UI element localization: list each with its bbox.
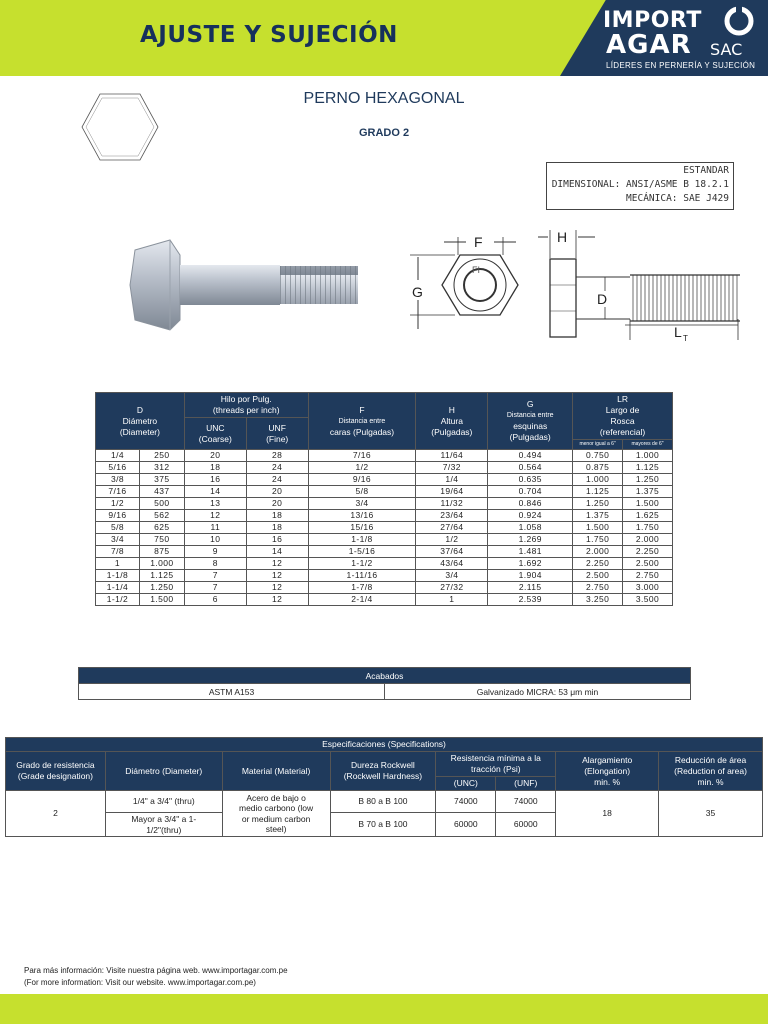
table-cell: 1.000 — [139, 558, 184, 570]
table-cell: 3/4 — [96, 534, 140, 546]
table-cell: 19/64 — [416, 486, 488, 498]
logo-line2: AGAR — [606, 30, 692, 60]
table-cell: 1.000 — [623, 450, 673, 462]
table-row — [96, 450, 673, 462]
table-cell: 1.250 — [573, 498, 623, 510]
table-cell: 13 — [184, 498, 246, 510]
table-cell: 1/4 — [96, 450, 140, 462]
table-row — [96, 558, 673, 570]
table-cell: 12 — [246, 570, 308, 582]
specs-header-unf: (UNF) — [496, 777, 556, 791]
specs-hardness-1: B 80 a B 100 — [330, 791, 436, 813]
diagram-label-fi: FI — [472, 265, 480, 275]
table-cell: 1.500 — [573, 522, 623, 534]
specs-header: Especificaciones (Specifications) — [6, 738, 763, 752]
table-cell: 500 — [139, 498, 184, 510]
table-cell: 11/64 — [416, 450, 488, 462]
table-cell: 0.704 — [488, 486, 573, 498]
specs-header-grade: Grado de resistencia (Grade designation) — [6, 752, 106, 791]
specs-header-diameter: Diámetro (Diameter) — [105, 752, 222, 791]
table-cell: 1.125 — [139, 570, 184, 582]
table-cell: 9 — [184, 546, 246, 558]
specifications-table — [5, 737, 763, 837]
footer-line1: Para más información: Visite nuestra página web. www.importagar.com.pe — [24, 966, 288, 975]
specs-reduction: 35 — [659, 791, 763, 837]
table-cell: 0.564 — [488, 462, 573, 474]
table-cell: 562 — [139, 510, 184, 522]
table-cell: 10 — [184, 534, 246, 546]
specs-hardness-2: B 70 a B 100 — [330, 813, 436, 837]
diagram-label-d: D — [597, 291, 608, 307]
table-cell: 12 — [184, 510, 246, 522]
table-cell: 375 — [139, 474, 184, 486]
table-cell: 9/16 — [308, 474, 416, 486]
table-cell: 7 — [184, 582, 246, 594]
table-cell: 2-1/4 — [308, 594, 416, 606]
table-cell: 750 — [139, 534, 184, 546]
table-cell: 1-7/8 — [308, 582, 416, 594]
table-row — [96, 510, 673, 522]
header-title: AJUSTE Y SUJECIÓN — [140, 22, 398, 48]
table-cell: 11/32 — [416, 498, 488, 510]
table-cell: 1.904 — [488, 570, 573, 582]
bolt-photo — [125, 235, 365, 335]
diagram-label-h: H — [557, 229, 568, 245]
finishes-header: Acabados — [79, 668, 691, 684]
table-cell: 15/16 — [308, 522, 416, 534]
table-cell: 14 — [184, 486, 246, 498]
table-cell: 1.058 — [488, 522, 573, 534]
table-cell: 1.625 — [623, 510, 673, 522]
table-cell: 3/8 — [96, 474, 140, 486]
table-cell: 1.750 — [623, 522, 673, 534]
table-cell: 1.269 — [488, 534, 573, 546]
specs-unc-2: 60000 — [436, 813, 496, 837]
table-cell: 1/2 — [308, 462, 416, 474]
document-title: PERNO HEXAGONAL — [303, 90, 465, 107]
logo-line1: IMPORT — [603, 8, 702, 33]
table-cell: 0.875 — [573, 462, 623, 474]
specs-header-elongation: Alargamiento (Elongation) min. % — [556, 752, 659, 791]
table-cell: 1-1/2 — [308, 558, 416, 570]
table-cell: 24 — [246, 474, 308, 486]
logo-sac: SAC — [710, 40, 743, 59]
table-cell: 13/16 — [308, 510, 416, 522]
table-cell: 2.539 — [488, 594, 573, 606]
table-cell: 11 — [184, 522, 246, 534]
table-cell: 14 — [246, 546, 308, 558]
header-unf: UNF (Fine) — [246, 418, 308, 450]
table-cell: 1/4 — [416, 474, 488, 486]
table-cell: 6 — [184, 594, 246, 606]
table-cell: 3.000 — [623, 582, 673, 594]
table-cell: 1 — [416, 594, 488, 606]
header-diameter: D Diámetro (Diameter) — [96, 393, 185, 450]
table-row — [96, 594, 673, 606]
table-cell: 20 — [246, 486, 308, 498]
table-cell: 1/2 — [96, 498, 140, 510]
table-cell: 2.500 — [623, 558, 673, 570]
table-cell: 37/64 — [416, 546, 488, 558]
table-cell: 5/8 — [308, 486, 416, 498]
table-cell: 437 — [139, 486, 184, 498]
finishes-standard: ASTM A153 — [79, 684, 385, 700]
header-unc: UNC (Coarse) — [184, 418, 246, 450]
table-cell: 20 — [184, 450, 246, 462]
specs-header-tensile: Resistencia mínima a la tracción (Psi) — [436, 752, 556, 777]
table-cell: 1-5/16 — [308, 546, 416, 558]
table-cell: 3/4 — [308, 498, 416, 510]
table-cell: 3.250 — [573, 594, 623, 606]
table-cell: 2.250 — [623, 546, 673, 558]
table-cell: 20 — [246, 498, 308, 510]
table-cell: 1.125 — [623, 462, 673, 474]
diagram-label-t: T — [683, 334, 688, 343]
table-cell: 250 — [139, 450, 184, 462]
header-f: F Distancia entre caras (Pulgadas) — [308, 393, 416, 450]
table-cell: 16 — [246, 534, 308, 546]
footer-line2: (For more information: Visit our website. www.importagar.com.pe) — [24, 978, 256, 987]
table-cell: 12 — [246, 582, 308, 594]
specs-header-hardness: Dureza Rockwell (Rockwell Hardness) — [330, 752, 436, 791]
table-cell: 12 — [246, 594, 308, 606]
specs-unf-2: 60000 — [496, 813, 556, 837]
table-cell: 1.500 — [623, 498, 673, 510]
wrench-icon — [722, 4, 756, 38]
dimensions-table — [95, 392, 673, 606]
table-cell: 8 — [184, 558, 246, 570]
specs-grade: 2 — [6, 791, 106, 837]
header-h: H Altura (Pulgadas) — [416, 393, 488, 450]
table-cell: 2.115 — [488, 582, 573, 594]
table-cell: 18 — [246, 522, 308, 534]
table-cell: 7 — [184, 570, 246, 582]
table-cell: 5/8 — [96, 522, 140, 534]
footer-note — [24, 965, 288, 989]
table-cell: 2.750 — [573, 582, 623, 594]
table-cell: 1.000 — [573, 474, 623, 486]
table-cell: 2.750 — [623, 570, 673, 582]
table-cell: 1-1/2 — [96, 594, 140, 606]
bolt-technical-diagram — [400, 225, 745, 350]
table-row — [96, 582, 673, 594]
header-lr-mayor: mayores de 6" — [623, 440, 673, 450]
header-g: G Distancia entre esquinas (Pulgadas) — [488, 393, 573, 450]
table-cell: 12 — [246, 558, 308, 570]
table-cell: 2.500 — [573, 570, 623, 582]
table-cell: 2.250 — [573, 558, 623, 570]
table-cell: 7/8 — [96, 546, 140, 558]
table-cell: 7/16 — [96, 486, 140, 498]
table-cell: 2.000 — [573, 546, 623, 558]
specs-elongation: 18 — [556, 791, 659, 837]
table-cell: 43/64 — [416, 558, 488, 570]
specs-header-reduction: Reducción de área (Reduction of area) min. % — [659, 752, 763, 791]
table-cell: 7/32 — [416, 462, 488, 474]
specs-diameter-2: Mayor a 3/4" a 1- 1/2"(thru) — [105, 813, 222, 837]
document-subtitle: GRADO 2 — [358, 127, 410, 139]
table-row — [96, 534, 673, 546]
table-cell: 0.635 — [488, 474, 573, 486]
table-cell: 1-1/8 — [96, 570, 140, 582]
footer-bar — [0, 994, 768, 1024]
diagram-label-f: F — [474, 234, 483, 250]
table-row — [96, 498, 673, 510]
table-row — [96, 462, 673, 474]
table-cell: 1.750 — [573, 534, 623, 546]
table-cell: 0.924 — [488, 510, 573, 522]
table-cell: 5/16 — [96, 462, 140, 474]
table-cell: 18 — [246, 510, 308, 522]
diagram-label-l: L — [674, 324, 682, 340]
table-cell: 1-1/4 — [96, 582, 140, 594]
specs-header-unc: (UNC) — [436, 777, 496, 791]
table-row — [96, 522, 673, 534]
table-cell: 1-1/8 — [308, 534, 416, 546]
header-threads: Hilo por Pulg. (threads per inch) — [184, 393, 308, 418]
specs-unc-1: 74000 — [436, 791, 496, 813]
table-cell: 1.692 — [488, 558, 573, 570]
table-cell: 7/16 — [308, 450, 416, 462]
standard-line2: DIMENSIONAL: ANSI/ASME B 18.2.1 — [551, 179, 729, 190]
table-cell: 1.125 — [573, 486, 623, 498]
table-cell: 312 — [139, 462, 184, 474]
table-cell: 1.250 — [623, 474, 673, 486]
table-cell: 3.500 — [623, 594, 673, 606]
logo-tagline: LÍDERES EN PERNERÍA Y SUJECIÓN — [606, 61, 756, 70]
table-cell: 2.000 — [623, 534, 673, 546]
table-cell: 3/4 — [416, 570, 488, 582]
table-cell: 27/64 — [416, 522, 488, 534]
table-row — [6, 791, 763, 813]
table-cell: 875 — [139, 546, 184, 558]
finishes-galvanized: Galvanizado MICRA: 53 μm min — [385, 684, 691, 700]
header-lr: LR Largo de Rosca (referencial) — [573, 393, 673, 440]
specs-unf-1: 74000 — [496, 791, 556, 813]
table-row — [96, 486, 673, 498]
table-row — [96, 474, 673, 486]
table-cell: 27/32 — [416, 582, 488, 594]
table-cell: 1.481 — [488, 546, 573, 558]
table-cell: 16 — [184, 474, 246, 486]
table-cell: 1 — [96, 558, 140, 570]
finishes-table — [78, 667, 691, 700]
dimensions-table-body — [96, 450, 673, 606]
table-cell: 9/16 — [96, 510, 140, 522]
table-cell: 1.500 — [139, 594, 184, 606]
table-cell: 1.250 — [139, 582, 184, 594]
header-lr-menor: menor igual a 6" — [573, 440, 623, 450]
standard-box — [546, 162, 734, 210]
specs-header-material: Material (Material) — [222, 752, 330, 791]
table-row — [96, 570, 673, 582]
table-cell: 0.750 — [573, 450, 623, 462]
table-cell: 625 — [139, 522, 184, 534]
table-cell: 1-11/16 — [308, 570, 416, 582]
table-cell: 0.494 — [488, 450, 573, 462]
table-row — [96, 546, 673, 558]
standard-line3: MECÁNICA: SAE J429 — [626, 193, 729, 204]
table-cell: 1.375 — [623, 486, 673, 498]
table-cell: 0.846 — [488, 498, 573, 510]
specs-diameter-1: 1/4" a 3/4" (thru) — [105, 791, 222, 813]
diagram-label-g: G — [412, 284, 423, 300]
table-cell: 28 — [246, 450, 308, 462]
table-cell: 24 — [246, 462, 308, 474]
table-cell: 1/2 — [416, 534, 488, 546]
standard-line1: ESTANDAR — [683, 165, 729, 176]
table-cell: 18 — [184, 462, 246, 474]
table-cell: 23/64 — [416, 510, 488, 522]
table-cell: 1.375 — [573, 510, 623, 522]
specs-material: Acero de bajo o medio carbono (low or medium carbon steel) — [222, 791, 330, 837]
